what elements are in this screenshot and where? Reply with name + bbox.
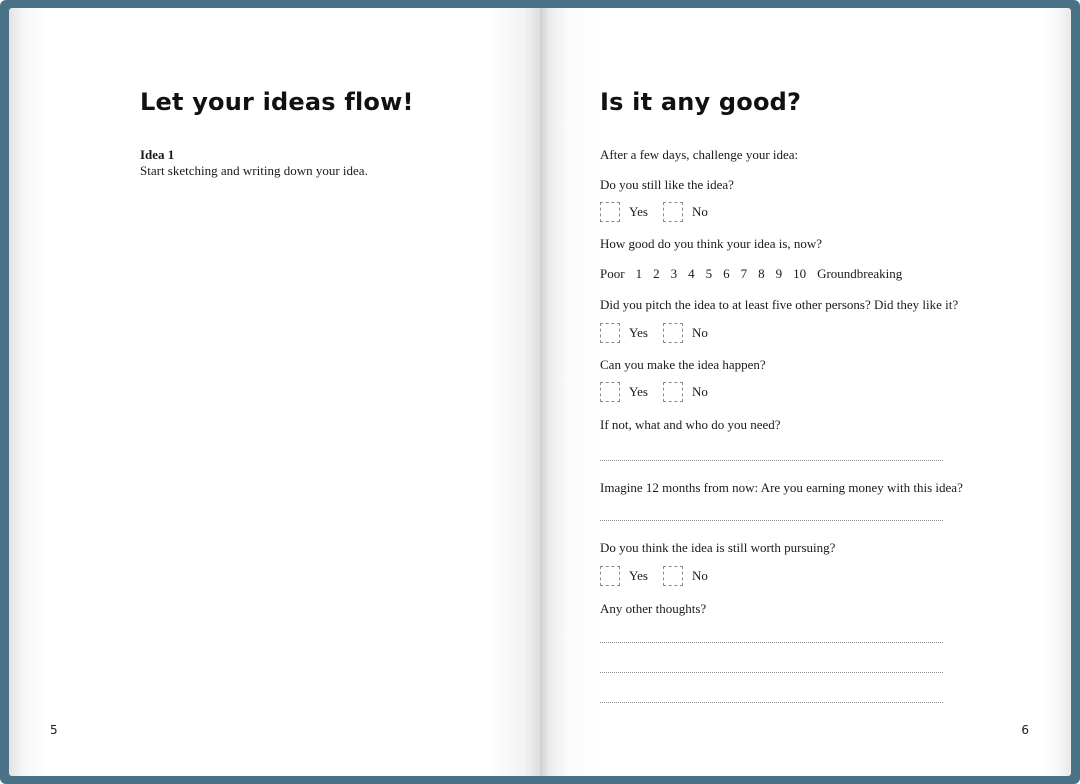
answer-line-other-1[interactable] [600,642,943,643]
worth-choices [600,565,708,587]
make-happen-no-checkbox[interactable] [663,382,683,402]
answer-line-what-who[interactable] [600,460,943,461]
pitch-no-checkbox[interactable] [663,323,683,343]
right-page [540,8,1071,776]
rating-scale [600,266,902,282]
scale-high-label: Groundbreaking [817,266,903,281]
scale-option-9[interactable]: 9 [775,266,783,281]
question-make-happen: Can you make the idea happen? [600,357,766,372]
yes-label: Yes [629,325,648,340]
left-page [9,8,540,776]
worth-yes-checkbox[interactable] [600,566,620,586]
idea-prompt: Start sketching and writing down your idea. [140,163,368,178]
make-happen-yes-checkbox[interactable] [600,382,620,402]
worth-no-checkbox[interactable] [663,566,683,586]
question-worth: Do you think the idea is still worth pursuing? [600,540,836,555]
question-imagine: Imagine 12 months from now: Are you earning money with this idea? [600,480,963,495]
scale-option-3[interactable]: 3 [670,266,678,281]
no-label: No [692,568,708,583]
scale-option-8[interactable]: 8 [758,266,765,281]
scale-low-label: Poor [600,266,625,281]
no-label: No [692,325,708,340]
intro-text: After a few days, challenge your idea: [600,147,799,162]
right-page-title: Is it any good? [600,88,802,116]
answer-line-imagine[interactable] [600,520,943,521]
page-number-left: 5 [50,723,58,737]
pitch-choices [600,322,708,344]
scale-option-7[interactable]: 7 [740,266,748,281]
question-other-thoughts: Any other thoughts? [600,601,707,616]
still-like-no-checkbox[interactable] [663,202,683,222]
yes-label: Yes [629,568,648,583]
still-like-yes-checkbox[interactable] [600,202,620,222]
question-how-good: How good do you think your idea is, now? [600,236,823,251]
question-what-who: If not, what and who do you need? [600,417,781,432]
question-still-like: Do you still like the idea? [600,177,734,192]
answer-line-other-2[interactable] [600,672,943,673]
make-happen-choices [600,381,708,403]
question-pitch: Did you pitch the idea to at least five other persons? Did they like it? [600,297,959,312]
scale-option-2[interactable]: 2 [653,266,660,281]
no-label: No [692,204,708,219]
scale-option-1[interactable]: 1 [635,266,643,281]
page-number-right: 6 [1021,723,1029,737]
no-label: No [692,384,708,399]
idea-label: Idea 1 [140,147,175,162]
left-page-title: Let your ideas flow! [140,88,414,116]
scale-option-10[interactable]: 10 [793,266,807,281]
still-like-choices [600,201,708,223]
scale-option-6[interactable]: 6 [723,266,730,281]
scale-option-5[interactable]: 5 [705,266,713,281]
yes-label: Yes [629,204,648,219]
answer-line-other-3[interactable] [600,702,943,703]
scale-option-4[interactable]: 4 [688,266,695,281]
pitch-yes-checkbox[interactable] [600,323,620,343]
yes-label: Yes [629,384,648,399]
